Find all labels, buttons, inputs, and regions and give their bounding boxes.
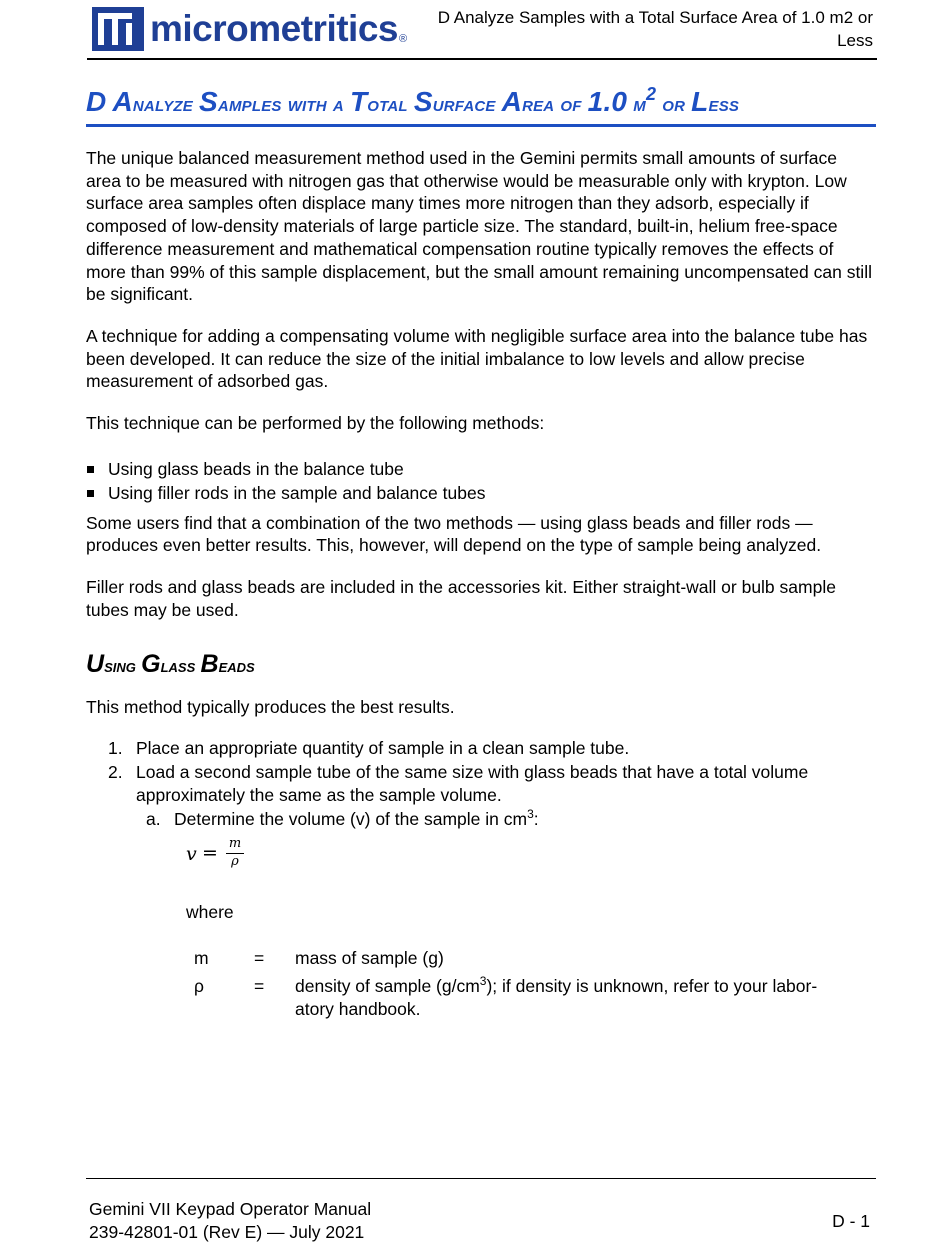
section-heading: Using Glass Beads xyxy=(86,649,255,678)
logo-mark-icon xyxy=(92,7,144,51)
definition-equals: = xyxy=(254,976,265,997)
definition-row xyxy=(86,975,876,1021)
methods-paragraph: This technique can be performed by the following methods: xyxy=(86,413,545,434)
part-number: 239-42801-01 (Rev E) — July 2021 xyxy=(89,1222,365,1242)
title-divider xyxy=(86,124,876,127)
substep-superscript: 3 xyxy=(527,807,534,822)
list-item: Using glass beads in the balance tube xyxy=(86,457,876,482)
where-label: where xyxy=(186,902,234,923)
volume-formula xyxy=(186,837,876,875)
definition-equals: = xyxy=(254,948,265,969)
step-number: 2. xyxy=(108,761,123,782)
definition-symbol: m xyxy=(194,948,209,969)
substep-item xyxy=(86,808,876,831)
logo-wordmark: micrometritics xyxy=(150,8,398,49)
page-number: D - 1 xyxy=(832,1211,870,1231)
formula-numerator: m xyxy=(228,836,242,852)
definition-row xyxy=(86,947,876,970)
definitions-table xyxy=(86,947,876,1021)
definition-text-main: density of sample (g/cm xyxy=(295,976,480,997)
list-item: Using filler rods in the sample and balance tubes xyxy=(86,481,876,506)
definition-symbol: ρ xyxy=(194,976,204,997)
header-divider xyxy=(87,58,877,60)
formula-equals: = xyxy=(202,842,218,865)
micromeritics-logo xyxy=(92,7,407,51)
manual-title: Gemini VII Keypad Operator Manual xyxy=(89,1199,372,1219)
running-head: D Analyze Samples with a Total Surface Area of 1.0 m2 or Less xyxy=(437,8,873,50)
section-intro: This method typically produces the best results. xyxy=(86,696,455,717)
steps-list xyxy=(86,737,876,807)
title-text-end: or Less xyxy=(662,86,740,117)
definition-text xyxy=(295,975,855,1021)
registered-mark: ® xyxy=(399,33,408,45)
step-item xyxy=(86,737,876,760)
title-text: D Analyze Samples with a Total Surface Area of 1.0 m xyxy=(86,86,646,117)
step-number: 1. xyxy=(108,738,123,759)
substep-letter: a. xyxy=(146,809,161,830)
intro-paragraph: The unique balanced measurement method used in the Gemini permits small amounts of surface area to be measured with nitrogen gas that otherwise would be measurable only with krypton. Low surface area samples often displace many times more nitrogen than they adsorb, especially if composed of low-density materials of large particle size. The standard, built-in, helium free-space difference measurement and mathematical compensation routine typically removes the effects of more than 99% of this sample displacement, but the small amount remaining uncompensated can still be significant. xyxy=(86,148,872,305)
title-superscript: 2 xyxy=(645,84,657,104)
definition-text-end: ); if density is unknown, refer to your labor- atory handbook. xyxy=(295,976,818,1020)
accessories-paragraph: Filler rods and glass beads are included in the accessories kit. Either straight-wall or bulb sample tubes may be used. xyxy=(86,577,836,620)
page-header xyxy=(0,0,950,62)
page-title xyxy=(86,86,876,120)
formula-fraction xyxy=(226,837,244,869)
footer-info xyxy=(89,1198,371,1244)
combination-paragraph: Some users find that a combination of the two methods — using glass beads and filler rods — produces even better results. This, however, will depend on the type of sample being analyzed. xyxy=(86,512,822,556)
technique-paragraph: A technique for adding a compensating volume with negligible surface area into the balance tube has been developed. It can reduce the size of the initial imbalance to low levels and allow precise measurement of adsorbed gas. xyxy=(86,325,868,392)
step-text: Load a second sample tube of the same size with glass beads that have a total volume approximately the same as the sample volume. xyxy=(136,761,809,805)
substep-text-end: : xyxy=(533,809,539,830)
footer-divider xyxy=(86,1178,876,1179)
definition-superscript: 3 xyxy=(479,974,487,989)
page-content xyxy=(86,86,876,1026)
definition-text-main: mass of sample (g) xyxy=(295,948,444,969)
definition-text xyxy=(295,947,855,970)
step-item xyxy=(86,761,876,808)
formula-lhs: v xyxy=(186,843,197,866)
step-text: Place an appropriate quantity of sample in a clean sample tube. xyxy=(136,738,630,759)
substep-text: Determine the volume (v) of the sample in cm xyxy=(174,809,528,830)
formula-denominator: ρ xyxy=(231,854,239,870)
methods-list xyxy=(86,457,876,506)
